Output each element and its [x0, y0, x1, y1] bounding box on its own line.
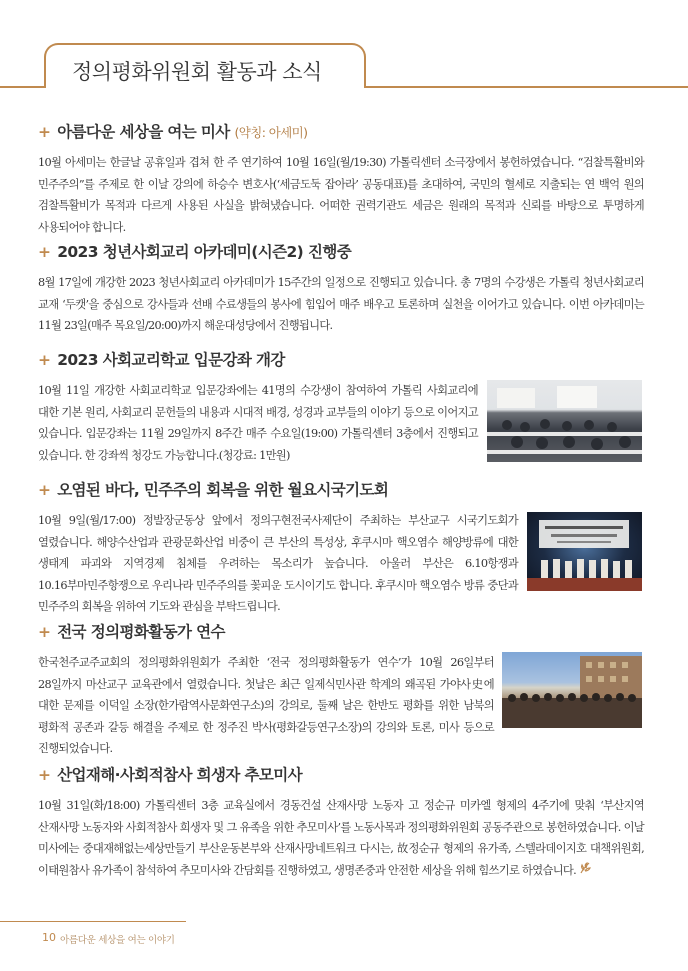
section-body: 10월 11일 개강한 사회교리학교 입문강좌에는 41명의 수강생이 참여하여 가톨릭 사회교리에 대한 기본 원리, 사회교리 문헌들의 내용과 시대적 배경, 성경과 교부들의 이야기 등으로 이어지고 있습니다. 입문강좌는 11월 29일까지 8주간 매주 수요일(19:00) 가톨릭센터 3층에서 진행되고 있습니다. 한 강좌씩 청강도 가능합니다.(청강료: 1만원): [38, 384, 478, 462]
page-title: 정의평화위원회 활동과 소식: [72, 60, 322, 84]
section-title-text: 아름다운 세상을 여는 미사: [57, 123, 230, 141]
section-title: [38, 241, 644, 263]
section-title-text: 2023 사회교리학교 입문강좌 개강: [57, 351, 285, 369]
prayer-meeting-photo: [527, 512, 642, 591]
plus-icon: +: [38, 243, 51, 261]
group-photo: [502, 652, 642, 728]
section-title-text: 오염된 바다, 민주주의 회복을 위한 월요시국기도회: [57, 481, 389, 499]
section-body: 8월 17일에 개강한 2023 청년사회교리 아카데미가 15주간의 일정으로 진행되고 있습니다. 총 7명의 수강생은 가톨릭 청년사회교리 교재 ‘두캣’을 중심으로 강사들과 선배 수료생들의 봉사에 힘입어 매주 배우고 토론하며 실천을 이어가고 있습니다. 이번 아카데미는 11월 23일(매주 목요일/20:00)까지 해운대성당에서 진행됩니다.: [38, 276, 644, 332]
section-title: [38, 479, 644, 501]
section-body: 한국천주교주교회의 정의평화위원회가 주최한 ‘전국 정의평화활동가 연수’가 10월 26일부터 28일까지 마산교구 교육관에서 열렸습니다. 첫날은 최근 일제식민사관 학계의 왜곡된 가야사史에 대한 문제를 이덕일 소장(한가람역사문화연구소)의 강의로, 둘째 날은 한반도 평화를 위한 남북의 평화적 공존과 갈등 해결을 주제로 한 정주진 박사(평화갈등연구소장)의 강의와 토론, 미사 등으로 진행되었습니다.: [38, 656, 494, 755]
footer-rule: [0, 921, 186, 922]
section-subtitle: (약칭: 아세미): [234, 125, 308, 140]
section-body-text: 10월 31일(화/18:00) 가톨릭센터 3층 교육실에서 경동건설 산재사망 노동자 고 정순규 미카엘 형제의 4주기에 맞춰 ‘부산지역 산재사망 노동자와 사회적참사 희생자 및 그 유족을 위한 추모미사’를 노동사목과 정의평화위원회 공동주관으로 봉헌하였습니다. 이날 미사에는 중대재해없는세상만들기 부산운동본부와 산재사망네트워크 다시는, 故정순규 형제의 유가족, 스텔라데이지호 대책위원회, 이태원참사 유가족이 참석하여 추모미사와 간담회를 진행하였고, 생명존중과 안전한 세상을 위해 힘쓰기로 하였습니다.: [38, 799, 644, 877]
section-body: 10월 9일(월/17:00) 정발장군동상 앞에서 정의구현전국사제단이 주최하는 부산교구 시국기도회가 열렸습니다. 해양수산업과 관광문화산업 비중이 큰 부산의 특성상, 후쿠시마 핵오염수 해양방류에 대한 생태계 파괴와 지역경제 침체를 우려하는 목소리가 높습니다. 아울러 부산은 6.10항쟁과 10.16부마민주항쟁으로 우리나라 민주주의를 꽃피운 도시이기도 합니다. 후쿠시마 핵오염수 방류 중단과 민주주의 회복을 위하여 기도와 관심을 부탁드립니다.: [38, 514, 518, 613]
plus-icon: +: [38, 623, 51, 641]
section-body: [38, 795, 644, 881]
section-title: [38, 621, 644, 643]
section-memorial-mass: [38, 764, 644, 881]
lecture-photo: [487, 380, 642, 462]
section-youth-academy: [38, 241, 644, 337]
page-number: 10: [42, 931, 56, 944]
plus-icon: +: [38, 766, 51, 784]
section-title: [38, 349, 644, 371]
section-title-text: 전국 정의평화활동가 연수: [57, 623, 225, 641]
section-title-text: 2023 청년사회교리 아카데미(시즌2) 진행중: [57, 243, 352, 261]
section-body: 10월 아세미는 한글날 공휴일과 겹쳐 한 주 연기하여 10월 16일(월/19:30) 가톨릭센터 소극장에서 봉헌하였습니다. “검찰특활비와 민주주의”를 주제로 한 이날 강의에 하승수 변호사(‘세금도둑 잡아라’ 공동대표)를 초대하여, 국민의 혈세로 지출되는 연 백억 원의 검찰특활비가 목적과 다르게 사용된 사실을 밝혀냈습니다. 어떠한 권력기관도 세금은 원래의 목적과 신뢰를 바탕으로 투명하게 사용되어야 합니다.: [38, 156, 644, 234]
wheat-leaf-icon: [579, 860, 591, 882]
plus-icon: +: [38, 123, 51, 141]
magazine-name: 아름다운 세상을 여는 이야기: [60, 935, 175, 946]
section-title: [38, 764, 644, 786]
section-title-text: 산업재해·사회적참사 희생자 추모미사: [57, 766, 303, 784]
section-title: [38, 121, 644, 143]
plus-icon: +: [38, 481, 51, 499]
section-asemi: [38, 121, 644, 238]
plus-icon: +: [38, 351, 51, 369]
